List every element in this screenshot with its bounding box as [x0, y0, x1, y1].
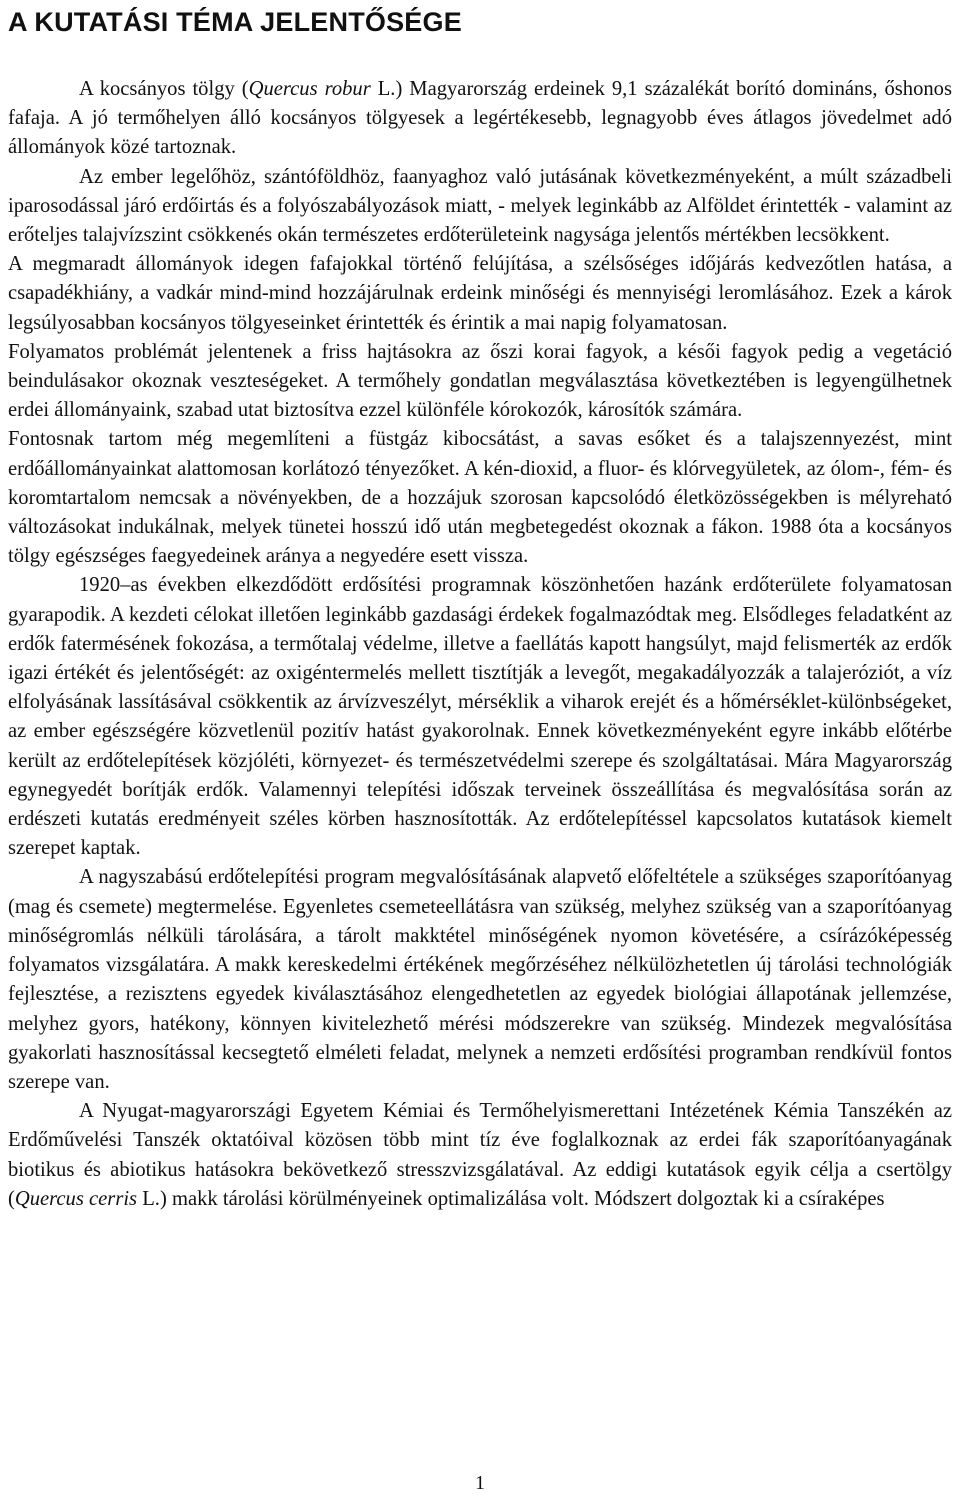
paragraph-1-text-b: L.) Magyarország erdeinek 9,1 százalékát borító domináns, őshonos fafaja. A jó termőhelyen álló kocsányos tölgyesek a legértékesebb, legnagyobb éves átlagos jövedelmet adó állományok közé tartoznak.: [8, 78, 952, 159]
species-name-quercus-robur: Quercus robur: [248, 78, 371, 100]
paragraph-8-text-a: A Nyugat-magyarországi Egyetem Kémiai és Termőhelyismerettani Intézetének Kémia Tanszékén az Erdőművelési Tanszék oktatóival közösen több mint tíz éve foglalkoznak az erdei fák szaporítóanyagának biotikus és abiotikus hatásokra bekövetkező stresszvizsgálatával. Az eddigi kutatások egyik célja a csertölgy (: [8, 1100, 952, 1210]
paragraph-5: Fontosnak tartom még megemlíteni a füstgáz kibocsátást, a savas esőket és a talajszennyezést, mint erdőállományainkat alattomosan korlátozó tényezőket. A kén-dioxid, a fluor- és klórvegyületek, az ólom-, fém- és koromtartalom nemcsak a növényekben, de a hozzájuk szorosan kapcsolódó életközösségekben is mélyreható változásokat indukálnak, melyek tünetei hosszú idő után megbetegedést okoznak a fákon. 1988 óta a kocsányos tölgy egészséges faegyedeinek aránya a negyedére esett vissza.: [8, 428, 952, 568]
paragraph-4: Folyamatos problémát jelentenek a friss hajtásokra az őszi korai fagyok, a késői fagyok pedig a vegetáció beindulásakor okoznak veszteségeket. A termőhely gondatlan megválasztása következtében is legyengülhetnek erdei állományaink, szabad utat biztosítva ezzel különféle kórokozók, károsítók számára.: [8, 340, 952, 422]
paragraph-6: 1920–as években elkezdődött erdősítési programnak köszönhetően hazánk erdőterülete folyamatosan gyarapodik. A kezdeti célokat illetően leginkább gazdasági érdekek fogalmazódtak meg. Elsődleges feladatként az erdők fatermésének fokozása, a termőtalaj védelme, illetve a faellátás kapott hangsúlyt, majd felismerték az erdők igazi értékét és jelentőségét: az oxigéntermelés mellett tisztítják a levegőt, megakadályozzák a talajeróziót, a víz elfolyásának lassításával csökkentik az árvízveszélyt, mérséklik a viharok erejét és a hőmérséklet-különbségeket, az ember egészségére közvetlenül pozitív hatást gyakorolnak. Ennek következményeként egyre inkább előtérbe került az erdőtelepítések közjóléti, környezet- és természetvédelmi szerepe és szolgáltatásai. Mára Magyarország egynegyedét borítják erdők. Valamennyi telepítési időszak terveinek összeállítása és megvalósítása során az erdészeti kutatás eredményeit széles körben hasznosították. Az erdőtelepítéssel kapcsolatos kutatások kiemelt szerepet kaptak.: [8, 574, 952, 860]
paragraph-2: Az ember legelőhöz, szántóföldhöz, faanyaghoz való jutásának következményeként, a múlt századbeli iparosodással járó erdőirtás és a folyószabályozások miatt, - melyek leginkább az Alföldet érintették - valamint az erőteljes talajvízszint csökkenés okán természetes erdőterületeink nagysága jelentős mértékben lecsökkent.: [8, 165, 952, 247]
section-title: A KUTATÁSI TÉMA JELENTŐSÉGE: [8, 7, 462, 37]
page-number: 1: [475, 1472, 485, 1494]
paragraph-8: [8, 1097, 952, 1214]
paragraph-1: [8, 75, 952, 163]
paragraph-8-text-b: L.) makk tárolási körülményeinek optimalizálása volt. Módszert dolgoztak ki a csíraképes: [137, 1187, 885, 1210]
body-text: [8, 75, 952, 1214]
species-name-quercus-cerris: Quercus cerris: [14, 1187, 138, 1210]
paragraph-7: A nagyszabású erdőtelepítési program megvalósításának alapvető előfeltétele a szükséges szaporítóanyag (mag és csemete) megtermelése. Egyenletes csemeteellátásra van szükség, melyhez szükség van a szaporítóanyag minőségromlás nélküli tárolására, a tárolt makktétel minőségének nyomon követésére, a csírázóképesség folyamatos vizsgálatára. A makk kereskedelmi értékének megőrzéséhez nélkülözhetetlen új tárolási technológiák fejlesztése, a rezisztens egyedek kiválasztásához elengedhetetlen az egyedek biológiai állapotának jellemzése, melyhez gyors, hatékony, könnyen kivitelezhető mérési módszerekre van szükség. Mindezek megvalósítása gyakorlati hasznosítással kecsegtető elméleti feladat, melynek a nemzeti erdősítési programban rendkívül fontos szerepe van.: [8, 866, 952, 1093]
paragraph-1-text-a: A kocsányos tölgy (: [79, 78, 249, 100]
paragraph-3: A megmaradt állományok idegen fafajokkal történő felújítása, a szélsőséges időjárás kedvezőtlen hatása, a csapadékhiány, a vadkár mind-mind hozzájárulnak erdeink minőségi és mennyiségi leromlásához. Ezek a károk legsúlyosabban kocsányos tölgyeseinket érintették és érintik a mai napig folyamatosan.: [8, 253, 952, 334]
